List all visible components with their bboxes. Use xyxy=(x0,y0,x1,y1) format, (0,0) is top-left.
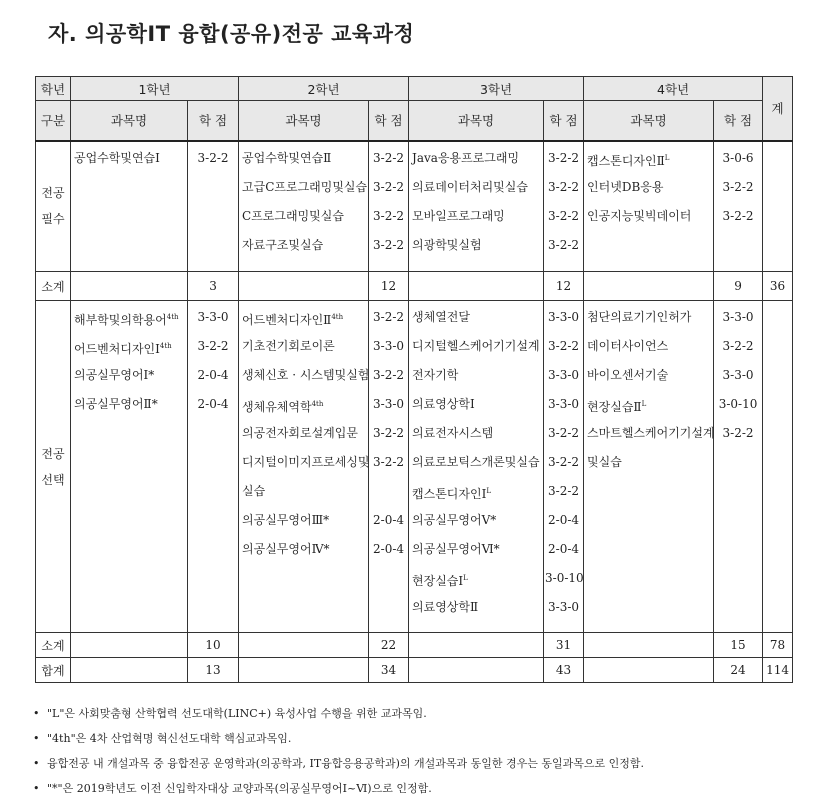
elective-year1-courses xyxy=(71,301,188,633)
empty-cell xyxy=(239,658,369,683)
course-credit: 3-3-0 xyxy=(548,397,580,411)
elective-year3-credits xyxy=(544,301,584,633)
course-name xyxy=(242,338,366,367)
course-credit: 3-2-2 xyxy=(548,426,580,440)
footnote xyxy=(33,782,813,796)
course-name-text: 디지털이미지프로세싱및 xyxy=(242,455,370,469)
course-name-text: 디지털헬스케어기기설계 xyxy=(412,339,540,353)
empty-cell xyxy=(71,272,188,301)
course-name-text: 현장실습Ⅱ xyxy=(587,400,642,414)
course-name-text: 공업수학및연습Ⅰ xyxy=(74,150,160,165)
course-credit: 2-0-4 xyxy=(548,513,580,527)
course-name xyxy=(242,541,366,570)
required-total-empty xyxy=(763,141,793,272)
course-name-text: 의공실무영어Ⅰ* xyxy=(74,368,155,382)
empty-cell xyxy=(71,658,188,683)
footnote xyxy=(33,757,813,771)
course-name-text: 의공실무영어Ⅲ* xyxy=(242,513,330,527)
course-name xyxy=(242,309,366,338)
course-name-text: 데이터사이언스 xyxy=(587,339,669,353)
course-credit: 3-2-2 xyxy=(197,150,229,165)
course-credit xyxy=(370,483,407,512)
course-name-text: 자료구조및실습 xyxy=(242,237,324,252)
course-name xyxy=(587,179,711,208)
course-name xyxy=(412,570,541,599)
footnote xyxy=(33,732,813,746)
bullet-icon: • xyxy=(33,757,40,770)
course-credit: 3-3-0 xyxy=(373,339,405,353)
course-name-text: 캡스톤디자인Ⅰ xyxy=(412,487,487,501)
course-superscript: 4th xyxy=(166,313,179,321)
course-credit: 2-0-4 xyxy=(197,397,229,411)
elective-year2-courses xyxy=(239,301,369,633)
bullet-icon: • xyxy=(33,782,40,795)
empty-cell xyxy=(409,272,544,301)
course-credit: 2-0-4 xyxy=(373,542,405,556)
elective-year1-credits xyxy=(188,301,239,633)
empty-cell xyxy=(584,633,714,658)
course-name xyxy=(412,512,541,541)
course-superscript: 4th xyxy=(331,313,344,321)
course-credit: 3-2-2 xyxy=(373,237,405,252)
course-name xyxy=(242,237,366,266)
required-year1-courses xyxy=(71,141,188,272)
course-credit: 3-2-2 xyxy=(548,339,580,353)
course-superscript: L xyxy=(664,153,670,162)
course-name-text: 어드벤처디자인Ⅰ xyxy=(74,342,160,356)
subtotal-elective-total: 78 xyxy=(763,633,793,658)
course-name xyxy=(587,425,715,454)
subtotal-label: 소계 xyxy=(36,633,71,658)
course-name-text: 캡스톤디자인Ⅱ xyxy=(587,153,665,168)
subtotal-required-total: 36 xyxy=(763,272,793,301)
subtotal-elective-y3: 31 xyxy=(544,633,584,658)
subtotal-elective-row xyxy=(36,633,793,658)
course-name-text: 어드벤처디자인Ⅱ xyxy=(242,313,332,327)
required-row xyxy=(36,141,793,272)
course-name xyxy=(412,425,541,454)
course-credit: 3-2-2 xyxy=(373,368,405,382)
credit-header-4: 학 점 xyxy=(714,101,763,141)
course-credit: 3-3-0 xyxy=(548,310,580,324)
course-name xyxy=(587,309,711,338)
course-credit: 3-2-2 xyxy=(722,339,754,353)
required-year3-courses xyxy=(409,141,544,272)
year-label-cell xyxy=(36,77,71,101)
required-year1-credits xyxy=(188,141,239,272)
course-name xyxy=(587,150,711,179)
course-name xyxy=(412,541,541,570)
grand-total-y1: 13 xyxy=(188,658,239,683)
grand-total-y2: 34 xyxy=(369,658,409,683)
elective-year4-courses xyxy=(584,301,714,633)
course-credit: 2-0-4 xyxy=(548,542,580,556)
course-name-text: 고급C프로그래밍및실습 xyxy=(242,179,368,194)
course-name xyxy=(74,367,185,396)
course-name xyxy=(74,396,185,425)
grand-total-y4: 24 xyxy=(714,658,763,683)
subtotal-label: 소계 xyxy=(36,272,71,301)
bullet-icon: • xyxy=(33,732,40,745)
bullet-icon: • xyxy=(33,707,40,720)
category-label: 구분 xyxy=(36,101,71,141)
course-credit: 3-0-6 xyxy=(722,150,754,165)
total-header: 계 xyxy=(763,77,793,141)
course-credit: 3-3-0 xyxy=(373,397,405,411)
empty-cell xyxy=(239,633,369,658)
footnote xyxy=(33,707,813,721)
course-name xyxy=(242,425,366,454)
required-label xyxy=(36,141,71,272)
course-superscript: 4th xyxy=(311,400,324,408)
required-year4-credits xyxy=(714,141,763,272)
course-name-text: 바이오센서기술 xyxy=(587,368,669,382)
credit-header-3: 학 점 xyxy=(544,101,584,141)
course-name-text: 및실습 xyxy=(587,455,622,469)
footnote-text: "4th"은 4차 산업혁명 혁신선도대학 핵심교과목임. xyxy=(47,732,292,745)
course-name-text: 생체신호 · 시스템및실험 xyxy=(242,368,370,382)
elective-year3-courses xyxy=(409,301,544,633)
empty-cell xyxy=(409,633,544,658)
course-name xyxy=(587,367,711,396)
elective-year4-credits xyxy=(714,301,763,633)
course-credit: 3-2-2 xyxy=(722,179,754,194)
subtotal-required-y4: 9 xyxy=(714,272,763,301)
course-credit: 3-2-2 xyxy=(722,208,754,223)
course-credit: 3-2-2 xyxy=(548,237,580,252)
course-credit: 3-2-2 xyxy=(548,150,580,165)
course-name-text: 의료로보틱스개론및실습 xyxy=(412,455,540,469)
course-credit: 3-3-0 xyxy=(548,368,580,382)
course-name xyxy=(587,396,711,425)
subtotal-required-y3: 12 xyxy=(544,272,584,301)
course-credit xyxy=(715,454,761,483)
course-name xyxy=(74,150,185,179)
course-header-4: 과목명 xyxy=(584,101,714,141)
course-name xyxy=(242,367,370,396)
course-name-text: 생체열전달 xyxy=(412,310,470,324)
course-name-text: 의료영상학Ⅰ xyxy=(412,397,475,411)
required-year2-credits xyxy=(369,141,409,272)
course-credit: 3-0-10 xyxy=(545,571,584,585)
course-name-text: 실습 xyxy=(242,484,266,498)
course-name xyxy=(242,396,366,425)
curriculum-table xyxy=(35,76,793,683)
course-credit: 3-2-2 xyxy=(548,208,580,223)
course-name-text: 스마트헬스케어기기설계 xyxy=(587,426,715,440)
course-name xyxy=(412,179,541,208)
course-name xyxy=(412,309,541,338)
credit-header-2: 학 점 xyxy=(369,101,409,141)
elective-label-text xyxy=(36,441,70,493)
empty-cell xyxy=(71,633,188,658)
course-name xyxy=(412,367,541,396)
course-name xyxy=(412,150,541,179)
course-name-text: 의료전자시스템 xyxy=(412,426,494,440)
subtotal-elective-y4: 15 xyxy=(714,633,763,658)
course-superscript: L xyxy=(463,574,468,582)
course-header-2: 과목명 xyxy=(239,101,369,141)
course-name-text: 의공실무영어Ⅴ* xyxy=(412,513,497,527)
course-name-text: 의공전자회로설계입문 xyxy=(242,426,358,440)
course-name-text: 의공실무영어Ⅱ* xyxy=(74,397,158,411)
category-label-line: 필수 xyxy=(41,212,65,227)
required-year4-courses xyxy=(584,141,714,272)
subtotal-required-y2: 12 xyxy=(369,272,409,301)
elective-row xyxy=(36,301,793,633)
course-name-text: 공업수학및연습Ⅱ xyxy=(242,150,332,165)
course-name-text: C프로그래밍및실습 xyxy=(242,208,344,223)
course-superscript: L xyxy=(486,487,491,495)
subtotal-elective-y2: 22 xyxy=(369,633,409,658)
elective-year2-credits xyxy=(369,301,409,633)
course-name xyxy=(242,512,366,541)
footnotes xyxy=(33,707,813,807)
empty-cell xyxy=(584,658,714,683)
course-name-text: 전자기학 xyxy=(412,368,459,382)
year-header-1: 1학년 xyxy=(71,77,239,101)
course-name xyxy=(74,338,185,367)
course-credit: 3-3-0 xyxy=(197,310,229,324)
course-name xyxy=(242,179,366,208)
course-name-text: 인공지능및빅데이터 xyxy=(587,208,692,223)
credit-header-1: 학 점 xyxy=(188,101,239,141)
course-name-text: 기초전기회로이론 xyxy=(242,339,335,353)
course-name xyxy=(412,454,541,483)
course-name-text: 의공실무영어Ⅳ* xyxy=(242,542,330,556)
grand-total-row xyxy=(36,658,793,683)
course-credit: 2-0-4 xyxy=(197,368,229,382)
course-name-text: 해부학및의학용어 xyxy=(74,313,167,327)
category-label-line: 전공 xyxy=(41,446,65,461)
course-credit: 3-2-2 xyxy=(373,150,405,165)
course-name xyxy=(412,237,541,266)
course-name xyxy=(412,483,541,512)
empty-cell xyxy=(409,658,544,683)
course-name xyxy=(587,454,711,483)
course-name xyxy=(242,454,370,483)
category-label-line: 선택 xyxy=(41,472,65,487)
course-name-text: Java응용프로그래밍 xyxy=(412,150,520,165)
course-superscript: L xyxy=(641,400,647,408)
year-header-2: 2학년 xyxy=(239,77,409,101)
course-credit: 3-2-2 xyxy=(548,484,580,498)
subtotal-required-row xyxy=(36,272,793,301)
course-name-text: 의료데이터처리및실습 xyxy=(412,179,528,194)
course-credit: 3-2-2 xyxy=(373,310,405,324)
course-name xyxy=(242,150,366,179)
course-credit: 3-3-0 xyxy=(722,310,754,324)
course-name-text: 의광학및실험 xyxy=(412,237,482,252)
required-label-text xyxy=(36,180,70,232)
course-credit: 3-2-2 xyxy=(373,179,405,194)
empty-cell xyxy=(239,272,369,301)
grand-total-y3: 43 xyxy=(544,658,584,683)
subtotal-required-y1: 3 xyxy=(188,272,239,301)
course-name-text: 의료영상학Ⅱ xyxy=(412,600,479,614)
course-credit: 3-2-2 xyxy=(197,339,229,353)
subtotal-elective-y1: 10 xyxy=(188,633,239,658)
grand-total-total: 114 xyxy=(763,658,793,683)
course-name-text: 인터넷DB응용 xyxy=(587,179,664,194)
course-credit: 3-3-0 xyxy=(722,368,754,382)
footnote-text: 융합전공 내 개설과목 중 융합전공 운영학과(의공학과, IT융합응용공학과)의 개설과목과 동일한 경우는 동일과목으로 인정함. xyxy=(47,757,645,770)
course-name-text: 생체유체역학 xyxy=(242,400,312,414)
course-name xyxy=(587,338,711,367)
grand-total-label: 합계 xyxy=(36,658,71,683)
required-year2-courses xyxy=(239,141,369,272)
page-title: 자. 의공학IT 융합(공유)전공 교육과정 xyxy=(48,22,415,46)
empty-cell xyxy=(584,272,714,301)
course-name xyxy=(242,483,366,512)
course-credit: 3-2-2 xyxy=(548,179,580,194)
course-header-3: 과목명 xyxy=(409,101,544,141)
footnote-text: "L"은 사회맞춤형 산학협력 선도대학(LINC+) 육성사업 수행을 위한 교과목임. xyxy=(47,707,427,720)
course-name-text: 모바일프로그래밍 xyxy=(412,208,505,223)
course-credit: 3-2-2 xyxy=(548,455,580,469)
course-name xyxy=(412,338,541,367)
course-name xyxy=(587,208,711,237)
course-name xyxy=(412,599,541,628)
year-label: 학년 xyxy=(40,81,66,97)
course-credit: 3-2-2 xyxy=(373,208,405,223)
course-name-text: 현장실습Ⅰ xyxy=(412,574,464,588)
course-name xyxy=(74,309,185,338)
category-label-line: 전공 xyxy=(41,186,65,201)
course-credit: 3-2-2 xyxy=(373,455,405,469)
course-credit: 3-3-0 xyxy=(548,600,580,614)
elective-label xyxy=(36,301,71,633)
year-header-4: 4학년 xyxy=(584,77,763,101)
course-credit: 3-0-10 xyxy=(718,397,758,411)
course-name-text: 의공실무영어Ⅵ* xyxy=(412,542,500,556)
footnote-text: "*"은 2019학년도 이전 신입학자대상 교양과목(의공실무영어Ⅰ~Ⅵ)으로 인정함. xyxy=(47,782,432,795)
course-name xyxy=(412,396,541,425)
required-year3-credits xyxy=(544,141,584,272)
course-credit: 3-2-2 xyxy=(373,426,405,440)
course-name xyxy=(242,208,366,237)
year-header-3: 3학년 xyxy=(409,77,584,101)
course-name xyxy=(412,208,541,237)
course-superscript: 4th xyxy=(159,342,172,350)
course-name-text: 첨단의료기기인허가 xyxy=(587,310,692,324)
elective-total-empty xyxy=(763,301,793,633)
course-header-1: 과목명 xyxy=(71,101,188,141)
course-credit: 2-0-4 xyxy=(373,513,405,527)
course-credit: 3-2-2 xyxy=(722,426,754,440)
